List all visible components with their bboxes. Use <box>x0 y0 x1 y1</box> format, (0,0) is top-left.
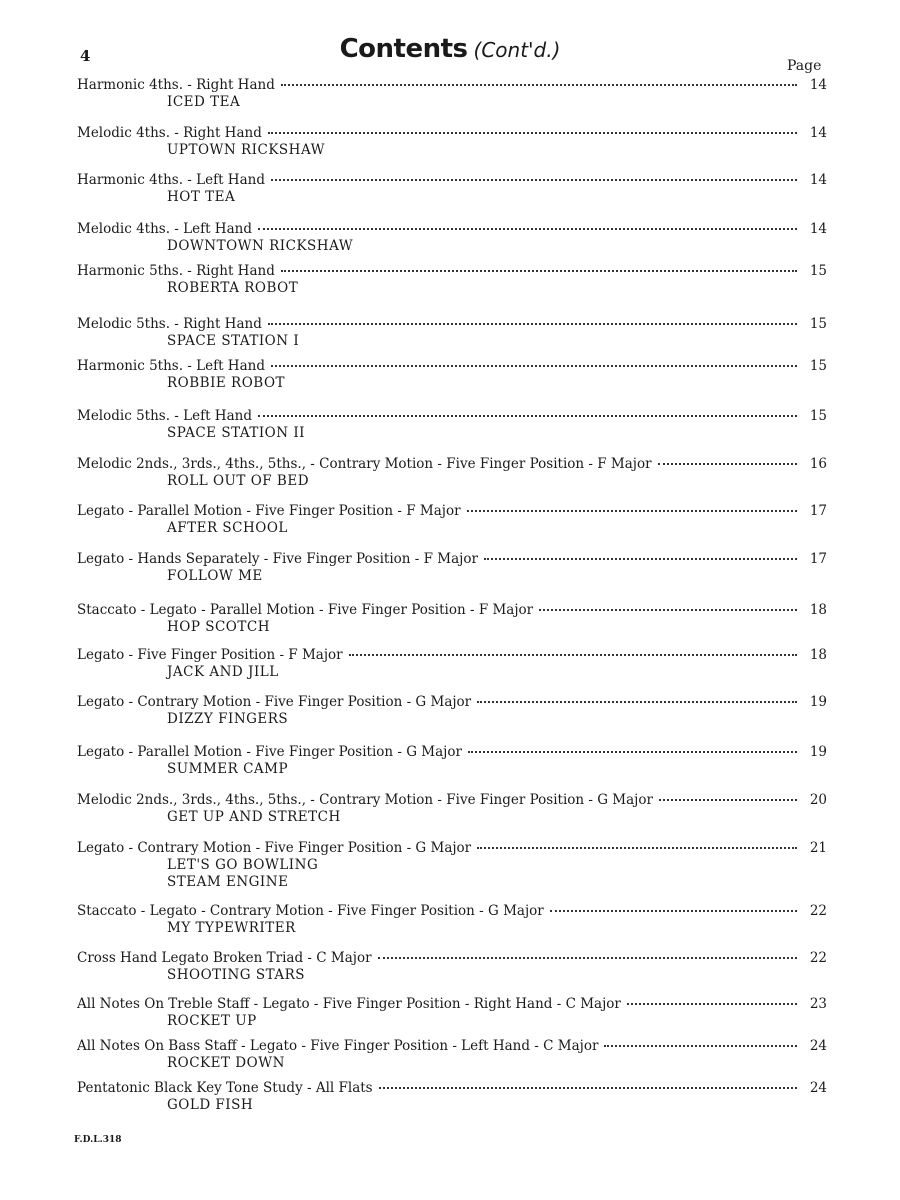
dot-leader <box>550 909 797 912</box>
entry-line <box>77 1038 827 1055</box>
entry-line <box>77 316 827 333</box>
dot-leader <box>379 1086 797 1089</box>
entry-topic: Legato - Contrary Motion - Five Finger Position - G Major <box>77 694 472 710</box>
song-title: JACK AND JILL <box>167 664 279 680</box>
song-title: ROLL OUT OF BED <box>167 473 310 489</box>
entry-line <box>77 551 827 568</box>
entry-topic: All Notes On Bass Staff - Legato - Five Finger Position - Left Hand - C Major <box>77 1038 599 1054</box>
contents-entry <box>77 840 827 891</box>
contents-entry <box>77 316 827 350</box>
page-number: 4 <box>80 47 91 65</box>
entry-topic: Legato - Parallel Motion - Five Finger Position - F Major <box>77 503 461 519</box>
entry-page-number: 22 <box>809 950 827 966</box>
entry-topic: Melodic 5ths. - Left Hand <box>77 408 252 424</box>
entry-page-number: 16 <box>809 456 827 472</box>
dot-leader <box>477 846 797 849</box>
song-list <box>77 520 827 537</box>
song-list <box>77 967 827 984</box>
contents-entry <box>77 172 827 206</box>
entry-line <box>77 263 827 280</box>
contents-entry <box>77 77 827 111</box>
song-title: SPACE STATION II <box>167 425 306 441</box>
song-list <box>77 761 827 778</box>
dot-leader <box>258 414 797 417</box>
dot-leader <box>349 653 797 656</box>
page-subtitle: (Cont'd.) <box>473 38 561 62</box>
entry-topic: Melodic 4ths. - Left Hand <box>77 221 252 237</box>
song-list <box>77 1097 827 1114</box>
song-title: ROCKET UP <box>167 1013 257 1029</box>
song-title: LET'S GO BOWLING <box>167 857 319 873</box>
entry-line <box>77 602 827 619</box>
entry-page-number: 20 <box>809 792 827 808</box>
dot-leader <box>539 608 797 611</box>
contents-entry <box>77 694 827 728</box>
song-list <box>77 711 827 728</box>
entry-page-number: 15 <box>809 408 827 424</box>
song-title: SPACE STATION I <box>167 333 300 349</box>
entry-line <box>77 996 827 1013</box>
entry-topic: Melodic 5ths. - Right Hand <box>77 316 262 332</box>
contents-entry <box>77 744 827 778</box>
entry-line <box>77 950 827 967</box>
song-list <box>77 425 827 442</box>
entry-topic: Cross Hand Legato Broken Triad - C Major <box>77 950 372 966</box>
entry-page-number: 21 <box>809 840 827 856</box>
dot-leader <box>627 1002 797 1005</box>
entry-page-number: 17 <box>809 551 827 567</box>
song-list <box>77 94 827 111</box>
entry-page-number: 22 <box>809 903 827 919</box>
entry-topic: Legato - Contrary Motion - Five Finger Position - G Major <box>77 840 472 856</box>
song-title: ROCKET DOWN <box>167 1055 285 1071</box>
song-list <box>77 142 827 159</box>
dot-leader <box>268 322 797 325</box>
song-title: SUMMER CAMP <box>167 761 289 777</box>
dot-leader <box>271 364 797 367</box>
entry-topic: Harmonic 5ths. - Right Hand <box>77 263 275 279</box>
contents-entry <box>77 1038 827 1072</box>
entry-page-number: 24 <box>809 1038 827 1054</box>
entry-topic: Harmonic 5ths. - Left Hand <box>77 358 265 374</box>
page-title: Contents <box>339 34 468 64</box>
contents-entry <box>77 125 827 159</box>
song-list <box>77 857 827 891</box>
entry-line <box>77 903 827 920</box>
entry-page-number: 18 <box>809 647 827 663</box>
entry-line <box>77 172 827 189</box>
contents-entry <box>77 792 827 826</box>
song-list <box>77 664 827 681</box>
catalog-number: F.D.L.318 <box>74 1135 122 1145</box>
contents-entry <box>77 551 827 585</box>
contents-entry <box>77 903 827 937</box>
entry-topic: Melodic 4ths. - Right Hand <box>77 125 262 141</box>
song-list <box>77 809 827 826</box>
entry-page-number: 14 <box>809 125 827 141</box>
song-title: HOT TEA <box>167 189 236 205</box>
contents-entry <box>77 221 827 255</box>
contents-entry <box>77 996 827 1030</box>
contents-entry <box>77 950 827 984</box>
entry-page-number: 23 <box>809 996 827 1012</box>
contents-entry <box>77 1080 827 1114</box>
song-title: GET UP AND STRETCH <box>167 809 341 825</box>
contents-entry <box>77 408 827 442</box>
entry-page-number: 15 <box>809 316 827 332</box>
song-title: UPTOWN RICKSHAW <box>167 142 326 158</box>
song-title: DOWNTOWN RICKSHAW <box>167 238 354 254</box>
contents-entry <box>77 503 827 537</box>
entry-line <box>77 77 827 94</box>
entry-page-number: 18 <box>809 602 827 618</box>
entry-page-number: 24 <box>809 1080 827 1096</box>
entry-line <box>77 1080 827 1097</box>
entry-topic: Legato - Parallel Motion - Five Finger Position - G Major <box>77 744 462 760</box>
song-list <box>77 238 827 255</box>
dot-leader <box>281 269 797 272</box>
page-header <box>0 34 900 64</box>
entry-line <box>77 694 827 711</box>
entry-topic: Pentatonic Black Key Tone Study - All Flats <box>77 1080 373 1096</box>
entry-page-number: 15 <box>809 263 827 279</box>
song-list <box>77 280 827 297</box>
entry-line <box>77 840 827 857</box>
dot-leader <box>604 1044 797 1047</box>
song-list <box>77 1013 827 1030</box>
dot-leader <box>378 956 797 959</box>
song-list <box>77 1055 827 1072</box>
contents-entry <box>77 456 827 490</box>
dot-leader <box>468 750 797 753</box>
entry-page-number: 17 <box>809 503 827 519</box>
song-title: ICED TEA <box>167 94 241 110</box>
entry-page-number: 14 <box>809 221 827 237</box>
song-list <box>77 619 827 636</box>
entry-topic: Melodic 2nds., 3rds., 4ths., 5ths., - Contrary Motion - Five Finger Position - F Major <box>77 456 652 472</box>
dot-leader <box>268 131 797 134</box>
page-column-label: Page <box>787 58 822 74</box>
song-title: AFTER SCHOOL <box>167 520 288 536</box>
song-title: GOLD FISH <box>167 1097 254 1113</box>
entry-line <box>77 744 827 761</box>
contents-entry <box>77 647 827 681</box>
entry-topic: Legato - Five Finger Position - F Major <box>77 647 343 663</box>
song-list <box>77 473 827 490</box>
song-title: FOLLOW ME <box>167 568 263 584</box>
dot-leader <box>658 462 797 465</box>
entry-page-number: 15 <box>809 358 827 374</box>
entry-line <box>77 647 827 664</box>
song-list <box>77 568 827 585</box>
entry-page-number: 14 <box>809 172 827 188</box>
entry-page-number: 19 <box>809 694 827 710</box>
dot-leader <box>258 227 797 230</box>
dot-leader <box>467 509 797 512</box>
entry-line <box>77 503 827 520</box>
dot-leader <box>281 83 797 86</box>
dot-leader <box>477 700 797 703</box>
entry-page-number: 19 <box>809 744 827 760</box>
entry-topic: Melodic 2nds., 3rds., 4ths., 5ths., - Contrary Motion - Five Finger Position - G Major <box>77 792 653 808</box>
entry-topic: Staccato - Legato - Parallel Motion - Five Finger Position - F Major <box>77 602 534 618</box>
song-list <box>77 333 827 350</box>
song-title: STEAM ENGINE <box>167 874 289 890</box>
entry-page-number: 14 <box>809 77 827 93</box>
song-list <box>77 375 827 392</box>
song-title: HOP SCOTCH <box>167 619 270 635</box>
entry-topic: Staccato - Legato - Contrary Motion - Five Finger Position - G Major <box>77 903 544 919</box>
dot-leader <box>659 798 797 801</box>
entry-line <box>77 358 827 375</box>
song-title: DIZZY FINGERS <box>167 711 289 727</box>
entry-topic: Legato - Hands Separately - Five Finger Position - F Major <box>77 551 478 567</box>
dot-leader <box>271 178 797 181</box>
song-title: MY TYPEWRITER <box>167 920 296 936</box>
entry-topic: Harmonic 4ths. - Right Hand <box>77 77 275 93</box>
entry-line <box>77 125 827 142</box>
song-title: ROBBIE ROBOT <box>167 375 286 391</box>
entry-line <box>77 792 827 809</box>
contents-entry <box>77 263 827 297</box>
song-list <box>77 189 827 206</box>
contents-entry <box>77 602 827 636</box>
contents-entry <box>77 358 827 392</box>
entry-line <box>77 456 827 473</box>
song-title: SHOOTING STARS <box>167 967 306 983</box>
song-list <box>77 920 827 937</box>
entry-topic: All Notes On Treble Staff - Legato - Five Finger Position - Right Hand - C Major <box>77 996 621 1012</box>
song-title: ROBERTA ROBOT <box>167 280 299 296</box>
entry-line <box>77 221 827 238</box>
entry-line <box>77 408 827 425</box>
dot-leader <box>484 557 797 560</box>
entry-topic: Harmonic 4ths. - Left Hand <box>77 172 265 188</box>
